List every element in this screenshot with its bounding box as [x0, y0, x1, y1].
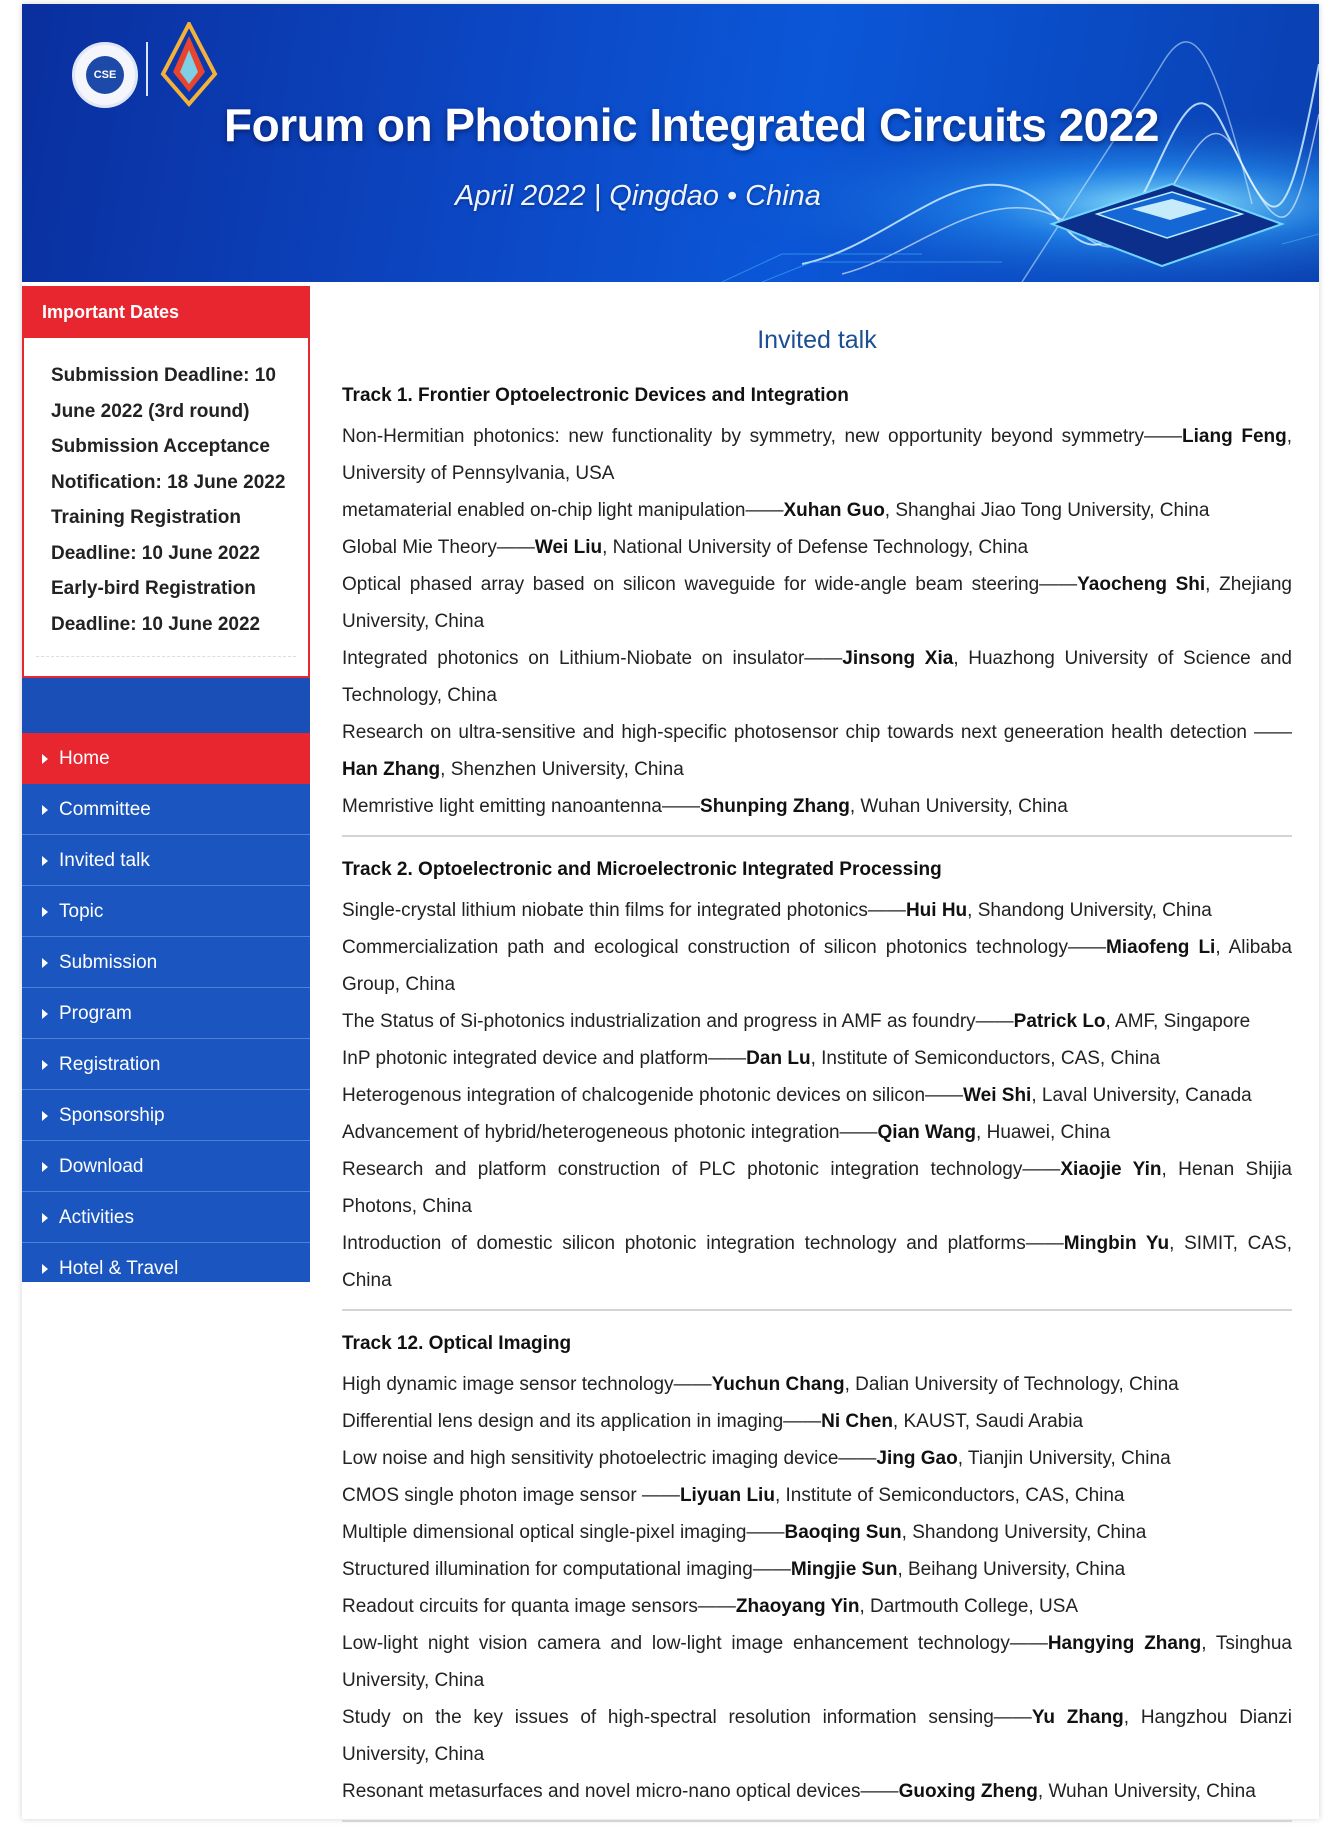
talk-topic: Memristive light emitting nanoantenna—— — [342, 796, 701, 817]
nav-item-label: Topic — [59, 901, 104, 922]
talk-speaker: Liang Feng — [1182, 426, 1287, 447]
tracks-container — [342, 377, 1292, 1822]
talk-topic: Multiple dimensional optical single-pixel imaging—— — [342, 1522, 785, 1543]
track-divider — [342, 835, 1292, 837]
track-divider — [342, 1309, 1292, 1311]
talk-topic: Low-light night vision camera and low-light image enhancement technology—— — [342, 1633, 1048, 1654]
caret-right-icon — [42, 907, 48, 917]
talk-affiliation: , SIMIT, CAS, China — [342, 1233, 1292, 1291]
talk-speaker: Baoqing Sun — [784, 1522, 902, 1543]
talk-speaker: Liyuan Liu — [679, 1485, 775, 1506]
talk-item — [342, 418, 1292, 492]
talk-topic: Integrated photonics on Lithium-Niobate on insulator—— — [342, 648, 843, 669]
important-dates-header: Important Dates — [22, 286, 310, 338]
caret-right-icon — [42, 1162, 48, 1172]
talk-topic: Research on ultra-sensitive and high-specific photosensor chip towards next geneeration health detection —— — [342, 722, 1292, 743]
track-title: Track 2. Optoelectronic and Microelectronic Integrated Processing — [342, 859, 942, 880]
talk-speaker: Jing Gao — [876, 1448, 958, 1469]
caret-right-icon — [42, 1213, 48, 1223]
talk-affiliation: , Shandong University, China — [901, 1522, 1147, 1543]
talk-affiliation: , Hangzhou Dianzi University, China — [342, 1707, 1293, 1765]
nav-item-registration[interactable] — [22, 1039, 310, 1090]
talk-item — [342, 1551, 1292, 1588]
talk-item — [342, 566, 1292, 640]
main-content — [342, 304, 1292, 1836]
talk-item — [342, 640, 1292, 714]
talk-topic: Non-Hermitian photonics: new functionality by symmetry, new opportunity beyond symmetry—— — [342, 426, 1183, 447]
talk-affiliation: , Wuhan University, China — [1037, 1781, 1256, 1802]
talk-affiliation: , Beihang University, China — [897, 1559, 1126, 1580]
talk-item — [342, 1225, 1292, 1299]
talk-speaker: Dan Lu — [746, 1048, 811, 1069]
talk-topic: Introduction of domestic silicon photonic integration technology and platforms—— — [342, 1233, 1064, 1254]
talk-speaker: Xuhan Guo — [783, 500, 885, 521]
nav-item-label: Invited talk — [59, 850, 150, 871]
talk-speaker: Yaocheng Shi — [1077, 574, 1206, 595]
talk-affiliation: , National University of Defense Technology, China — [602, 537, 1029, 558]
talk-item — [342, 1773, 1292, 1810]
talk-topic: Research and platform construction of PLC photonic integration technology—— — [342, 1159, 1061, 1180]
talk-speaker: Yuchun Chang — [711, 1374, 845, 1395]
nav-item-label: Sponsorship — [59, 1105, 165, 1126]
page — [22, 4, 1319, 1819]
talk-affiliation: , Dartmouth College, USA — [859, 1596, 1079, 1617]
talk-affiliation: , University of Pennsylvania, USA — [342, 426, 1293, 484]
nav-item-home[interactable] — [22, 733, 310, 784]
talk-speaker: Hui Hu — [905, 900, 968, 921]
nav-item-label: Home — [59, 748, 110, 769]
nav-item-label: Download — [59, 1156, 144, 1177]
talk-item — [342, 492, 1292, 529]
date-line: Submission Deadline: 10 — [51, 365, 276, 386]
talk-topic: Optical phased array based on silicon waveguide for wide-angle beam steering—— — [342, 574, 1078, 595]
nav-item-label: Committee — [59, 799, 151, 820]
talk-speaker: Jinsong Xia — [842, 648, 954, 669]
nav-item-activities[interactable] — [22, 1192, 310, 1243]
nav-item-label: Registration — [59, 1054, 161, 1075]
talk-topic: InP photonic integrated device and platform—— — [342, 1048, 747, 1069]
nav-item-hotel-travel[interactable] — [22, 1243, 310, 1282]
talk-affiliation: , Tsinghua University, China — [342, 1633, 1292, 1691]
cse-logo[interactable] — [72, 42, 138, 108]
talk-topic: Study on the key issues of high-spectral resolution information sensing—— — [342, 1707, 1032, 1728]
talk-item — [342, 1003, 1292, 1040]
talk-topic: Readout circuits for quanta image sensors—— — [342, 1596, 736, 1617]
talk-affiliation: , Institute of Semiconductors, CAS, China — [810, 1048, 1161, 1069]
talk-topic: CMOS single photon image sensor —— — [342, 1485, 680, 1506]
talk-speaker: Guoxing Zheng — [898, 1781, 1038, 1802]
caret-right-icon — [42, 1111, 48, 1121]
talk-speaker: Wei Shi — [963, 1085, 1032, 1106]
date-line: June 2022 (3rd round) — [51, 400, 250, 422]
talk-item — [342, 1625, 1292, 1699]
talk-speaker: Hangying Zhang — [1047, 1633, 1202, 1654]
talk-affiliation: , AMF, Singapore — [1105, 1011, 1251, 1032]
cse-logo-text: CSE — [86, 56, 124, 94]
talk-item — [342, 892, 1292, 929]
talk-topic: Advancement of hybrid/heterogeneous photonic integration—— — [342, 1122, 878, 1143]
track-divider — [342, 1820, 1292, 1822]
caret-right-icon — [42, 1009, 48, 1019]
track-title: Track 1. Frontier Optoelectronic Devices and Integration — [342, 385, 849, 406]
talk-speaker: Yu Zhang — [1031, 1707, 1124, 1728]
talk-item — [342, 1440, 1292, 1477]
talk-affiliation: , Huawei, China — [976, 1122, 1111, 1143]
banner-title: Forum on Photonic Integrated Circuits 2022 — [224, 99, 1159, 151]
talk-affiliation: , Shenzhen University, China — [440, 759, 684, 780]
talk-affiliation: , Dalian University of Technology, China — [844, 1374, 1179, 1395]
date-line: Deadline: 10 June 2022 — [51, 613, 261, 635]
talk-item — [342, 1040, 1292, 1077]
talk-speaker: Patrick Lo — [1013, 1011, 1106, 1032]
nav-item-sponsorship[interactable] — [22, 1090, 310, 1141]
talk-item — [342, 1114, 1292, 1151]
talk-topic: The Status of Si-photonics industrialization and progress in AMF as foundry—— — [342, 1011, 1014, 1032]
talk-topic: Commercialization path and ecological construction of silicon photonics technology—— — [342, 937, 1107, 958]
talk-item — [342, 1588, 1292, 1625]
track-title: Track 12. Optical Imaging — [342, 1333, 572, 1354]
talk-item — [342, 1699, 1292, 1773]
talk-topic: Structured illumination for computational imaging—— — [342, 1559, 791, 1580]
talk-topic: Single-crystal lithium niobate thin films for integrated photonics—— — [342, 900, 906, 921]
flame-logo-icon — [160, 22, 218, 108]
talk-affiliation: , Zhejiang University, China — [342, 574, 1292, 632]
talk-item — [342, 1366, 1292, 1403]
date-line: Deadline: 10 June 2022 — [51, 542, 261, 564]
talk-affiliation: , Shanghai Jiao Tong University, China — [884, 500, 1210, 521]
talk-item — [342, 714, 1292, 788]
nav-item-download[interactable] — [22, 1141, 310, 1192]
talk-item — [342, 929, 1292, 1003]
talk-topic: Global Mie Theory—— — [342, 537, 535, 558]
talk-topic: metamaterial enabled on-chip light manipulation—— — [342, 500, 784, 521]
talk-topic: Resonant metasurfaces and novel micro-nano optical devices—— — [342, 1781, 899, 1802]
header-banner — [22, 4, 1319, 282]
talk-affiliation: , Institute of Semiconductors, CAS, China — [774, 1485, 1125, 1506]
talk-affiliation: , Henan Shijia Photons, China — [342, 1159, 1293, 1217]
talk-item — [342, 788, 1292, 825]
date-line: Training Registration — [51, 507, 242, 528]
dates-divider — [36, 656, 296, 657]
talk-affiliation: , Tianjin University, China — [957, 1448, 1171, 1469]
nav-item-label: Program — [59, 1003, 132, 1024]
caret-right-icon — [42, 754, 48, 764]
logo-separator — [146, 42, 148, 96]
talk-speaker: Mingbin Yu — [1063, 1233, 1170, 1254]
nav-item-topic[interactable] — [22, 886, 310, 937]
talk-item — [342, 1514, 1292, 1551]
talk-affiliation: , Shandong University, China — [967, 900, 1212, 921]
talk-affiliation: , Laval University, Canada — [1031, 1085, 1252, 1106]
talk-speaker: Han Zhang — [342, 759, 441, 780]
talk-topic: Low noise and high sensitivity photoelectric imaging device—— — [342, 1448, 877, 1469]
talk-affiliation: , Alibaba Group, China — [342, 937, 1292, 995]
caret-right-icon — [42, 958, 48, 968]
talk-speaker: Wei Liu — [534, 537, 603, 558]
caret-right-icon — [42, 805, 48, 815]
talk-speaker: Ni Chen — [821, 1411, 893, 1432]
date-line: Notification: 18 June 2022 — [51, 471, 286, 493]
date-line: Submission Acceptance — [51, 436, 270, 457]
talk-item — [342, 1403, 1292, 1440]
talk-affiliation: , Huazhong University of Science and Technology, China — [342, 648, 1292, 706]
banner-subtitle: April 2022 | Qingdao • China — [455, 180, 821, 212]
sidebar-nav — [22, 733, 310, 1282]
talk-speaker: Miaofeng Li — [1106, 937, 1216, 958]
nav-item-label: Submission — [59, 952, 158, 973]
caret-right-icon — [42, 1060, 48, 1070]
nav-item-program[interactable] — [22, 988, 310, 1039]
talk-item — [342, 1477, 1292, 1514]
talk-affiliation: , KAUST, Saudi Arabia — [892, 1411, 1084, 1432]
talk-affiliation: , Wuhan University, China — [849, 796, 1068, 817]
talk-item — [342, 1077, 1292, 1114]
nav-item-invited-talk[interactable] — [22, 835, 310, 886]
talk-speaker: Shunping Zhang — [700, 796, 850, 817]
talk-speaker: Mingjie Sun — [790, 1559, 898, 1580]
talk-speaker: Qian Wang — [877, 1122, 977, 1143]
sidebar-spacer — [22, 678, 310, 733]
caret-right-icon — [42, 856, 48, 866]
nav-item-label: Hotel & Travel — [59, 1258, 179, 1279]
page-title: Invited talk — [757, 326, 877, 354]
nav-item-submission[interactable] — [22, 937, 310, 988]
talk-topic: High dynamic image sensor technology—— — [342, 1374, 712, 1395]
talk-item — [342, 529, 1292, 566]
talk-item — [342, 1151, 1292, 1225]
important-dates-list — [51, 358, 291, 642]
nav-item-committee[interactable] — [22, 784, 310, 835]
talk-topic: Heterogenous integration of chalcogenide photonic devices on silicon—— — [342, 1085, 964, 1106]
talk-speaker: Xiaojie Yin — [1060, 1159, 1162, 1180]
date-line: Early-bird Registration — [51, 578, 256, 599]
talk-speaker: Zhaoyang Yin — [735, 1596, 860, 1617]
caret-right-icon — [42, 1264, 48, 1274]
nav-item-label: Activities — [59, 1207, 134, 1228]
important-dates-box — [22, 338, 310, 678]
talk-topic: Differential lens design and its application in imaging—— — [342, 1411, 822, 1432]
